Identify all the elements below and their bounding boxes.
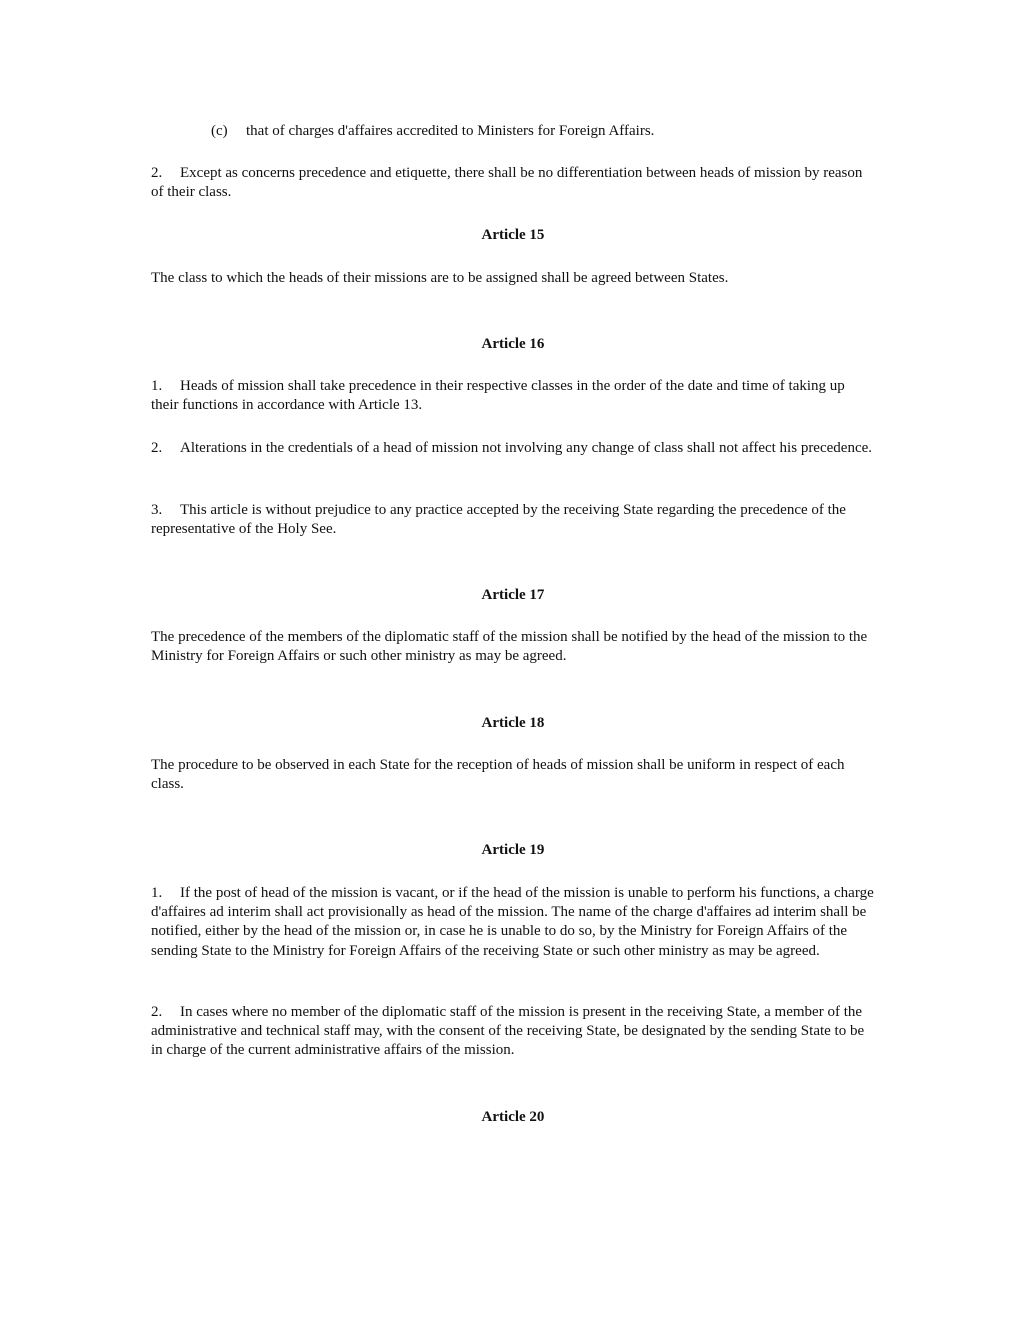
paragraph-art19-1 <box>151 884 875 961</box>
article-20-heading: Article 20 <box>481 1109 545 1125</box>
paragraph-text: Heads of mission shall take precedence in their respective classes in the order of the date and time of taking up their functions in accordance with Article 13. <box>151 378 845 414</box>
paragraph-number: 1. <box>151 885 163 901</box>
paragraph-art16-1 <box>151 377 875 415</box>
article-15-heading: Article 15 <box>481 227 545 243</box>
paragraph-number: 3. <box>151 502 163 518</box>
paragraph-art14-2 <box>151 164 875 202</box>
list-item-c <box>211 122 875 141</box>
paragraph-text: Except as concerns precedence and etiquette, there shall be no differentiation between heads of mission by reason of their class. <box>151 165 863 201</box>
article-16-heading: Article 16 <box>481 336 545 352</box>
paragraph-art19-2 <box>151 1003 875 1061</box>
paragraph-art17: The precedence of the members of the diplomatic staff of the mission shall be notified by the head of the mission to the Ministry for Foreign Affairs or such other ministry as may be agreed. <box>151 629 868 665</box>
paragraph-number: 1. <box>151 378 163 394</box>
article-17-heading: Article 17 <box>481 587 545 603</box>
paragraph-text: This article is without prejudice to any practice accepted by the receiving State regarding the precedence of the representative of the Holy See. <box>151 502 846 538</box>
paragraph-art16-3 <box>151 501 875 539</box>
paragraph-art18: The procedure to be observed in each State for the reception of heads of mission shall be uniform in respect of each class. <box>151 757 845 793</box>
article-18-heading: Article 18 <box>481 715 545 731</box>
paragraph-number: 2. <box>151 1004 163 1020</box>
paragraph-text: Alterations in the credentials of a head of mission not involving any change of class shall not affect his precedence. <box>180 440 873 456</box>
list-item-text: that of charges d'affaires accredited to Ministers for Foreign Affairs. <box>246 123 655 139</box>
paragraph-art15: The class to which the heads of their missions are to be assigned shall be agreed between States. <box>151 270 729 286</box>
list-item-label: (c) <box>211 123 228 139</box>
paragraph-number: 2. <box>151 165 163 181</box>
paragraph-number: 2. <box>151 440 163 456</box>
paragraph-art16-2 <box>151 439 875 458</box>
paragraph-text: If the post of head of the mission is vacant, or if the head of the mission is unable to perform his functions, a charge d'affaires ad interim shall act provisionally as head of the mission. The name of the charge d'affaires ad interim shall be notified, either by the head of the mission or, in case he is unable to do so, by the Ministry for Foreign Affairs of the sending State to the Ministry for Foreign Affairs of the receiving State or such other ministry as may be agreed. <box>151 885 874 959</box>
article-19-heading: Article 19 <box>481 842 545 858</box>
paragraph-text: In cases where no member of the diplomatic staff of the mission is present in the receiving State, a member of the administrative and technical staff may, with the consent of the receiving State, be designated by the sending State to be in charge of the current administrative affairs of the mission. <box>151 1004 865 1059</box>
